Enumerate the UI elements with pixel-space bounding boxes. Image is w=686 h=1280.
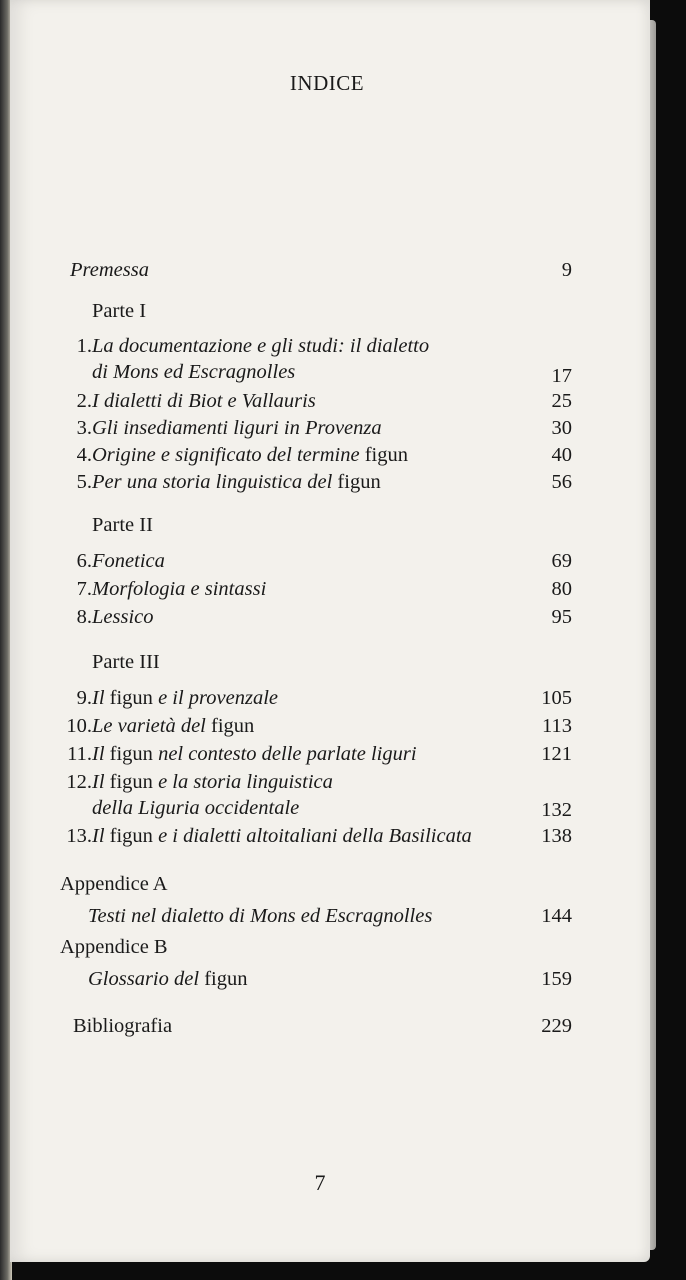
- toc-label-italic: Glossario del: [88, 968, 205, 990]
- toc-page: 105: [541, 687, 572, 709]
- toc-entry-4: [10, 442, 650, 468]
- toc-number: 3.: [76, 417, 92, 439]
- toc-number: 13.: [66, 825, 92, 847]
- page-number: 7: [314, 1170, 326, 1195]
- toc-page: 121: [541, 743, 572, 765]
- toc-page: 9: [561, 259, 572, 281]
- toc-entry-8: [10, 604, 650, 630]
- toc-page: 40: [551, 444, 572, 466]
- toc-page: 25: [551, 390, 572, 412]
- toc-label-line2: della Liguria occidentale: [92, 797, 300, 819]
- toc-number: 2.: [76, 390, 92, 412]
- toc-number: 9.: [76, 687, 92, 709]
- toc-label-line2: di Mons ed Escragnolles: [92, 361, 296, 383]
- toc-page: 69: [551, 550, 572, 572]
- part-label: Parte II: [92, 514, 153, 536]
- toc-label-italic: e la storia linguistica: [152, 771, 333, 793]
- toc-entry-7: [10, 576, 650, 602]
- toc-label-roman: figun: [109, 825, 153, 847]
- part-heading: [10, 649, 650, 675]
- appendix-label: Appendice A: [60, 873, 168, 895]
- toc-number: 5.: [76, 471, 92, 493]
- toc-label-roman: figun: [364, 444, 408, 466]
- toc-number: 12.: [66, 771, 92, 793]
- toc-number: 11.: [67, 743, 92, 765]
- toc-entry-12-continued: [10, 795, 650, 821]
- toc-entry-5: [10, 469, 650, 495]
- part-label: Parte I: [92, 300, 147, 322]
- toc-number: 7.: [76, 578, 92, 600]
- toc-number: 10.: [66, 715, 92, 737]
- toc-entry-13: [10, 823, 650, 849]
- toc-page: 56: [551, 471, 572, 493]
- toc-label: [92, 442, 408, 468]
- toc-label: Bibliografia: [73, 1015, 173, 1037]
- toc-label-italic: Il: [92, 743, 110, 765]
- toc-entry-12: [10, 769, 650, 795]
- part-heading: [10, 298, 650, 324]
- toc-label-roman: figun: [109, 687, 153, 709]
- toc-label-roman: figun: [109, 771, 153, 793]
- toc-label-roman: figun: [204, 968, 248, 990]
- toc-label-italic: Per una storia linguistica del: [92, 471, 338, 493]
- toc-label: La documentazione e gli studi: il dialetto: [92, 335, 430, 357]
- toc-entry-appendix-b: [10, 966, 650, 992]
- toc-label: [92, 741, 417, 767]
- toc-entry-premessa: [10, 257, 650, 283]
- toc-label-roman: figun: [337, 471, 381, 493]
- toc-label: I dialetti di Biot e Vallauris: [92, 390, 316, 412]
- toc-label-italic: e il provenzale: [152, 687, 278, 709]
- toc-label: [92, 823, 472, 849]
- toc-label-italic: e i dialetti altoitaliani della Basilicata: [152, 825, 472, 847]
- page-title: INDICE: [289, 71, 365, 95]
- toc-page: 113: [542, 715, 572, 737]
- toc-label-italic: Il: [92, 771, 110, 793]
- toc-page: 80: [551, 578, 572, 600]
- toc-entry-6: [10, 548, 650, 574]
- toc-label: Premessa: [70, 259, 149, 281]
- toc-label: Lessico: [92, 606, 154, 628]
- toc-entry-11: [10, 741, 650, 767]
- toc-label: Morfologia e sintassi: [92, 578, 267, 600]
- appendix-heading: [10, 871, 650, 897]
- toc-label-roman: figun: [211, 715, 255, 737]
- toc-entry-appendix-a: [10, 903, 650, 929]
- toc-label: [92, 713, 254, 739]
- toc-label-italic: nel contesto delle parlate liguri: [152, 743, 417, 765]
- toc-page: 95: [551, 606, 572, 628]
- part-heading: [10, 512, 650, 538]
- toc-label: Fonetica: [92, 550, 165, 572]
- toc-label-italic: Il: [92, 825, 110, 847]
- toc-label: Testi nel dialetto di Mons ed Escragnolles: [88, 905, 433, 927]
- toc-page: 229: [541, 1015, 572, 1037]
- toc-label: [92, 469, 381, 495]
- toc-page: 138: [541, 825, 572, 847]
- toc-label: [88, 966, 247, 992]
- appendix-label: Appendice B: [60, 936, 168, 958]
- toc-page: 132: [541, 799, 572, 821]
- book-page: [10, 0, 650, 1262]
- toc-label: [92, 685, 278, 711]
- toc-entry-3: [10, 415, 650, 441]
- toc-entry-2: [10, 388, 650, 414]
- toc-number: 1.: [76, 335, 92, 357]
- appendix-heading: [10, 934, 650, 960]
- toc-number: 4.: [76, 444, 92, 466]
- toc-entry-9: [10, 685, 650, 711]
- part-label: Parte III: [92, 651, 160, 673]
- toc-number: 6.: [76, 550, 92, 572]
- toc-page: 144: [541, 905, 572, 927]
- toc-entry-10: [10, 713, 650, 739]
- toc-label-italic: Il: [92, 687, 110, 709]
- toc-label-italic: Origine e significato del termine: [92, 444, 365, 466]
- toc-label: [92, 769, 333, 795]
- toc-entry-1-continued: [10, 359, 650, 385]
- toc-label-italic: Le varietà del: [92, 715, 211, 737]
- toc-label-roman: figun: [109, 743, 153, 765]
- toc-number: 8.: [76, 606, 92, 628]
- toc-page: 17: [551, 365, 572, 387]
- toc-page: 30: [551, 417, 572, 439]
- toc-entry-bibliografia: [10, 1013, 650, 1039]
- toc-entry-1: [10, 333, 650, 359]
- toc-page: 159: [541, 968, 572, 990]
- toc-label: Gli insediamenti liguri in Provenza: [92, 417, 382, 439]
